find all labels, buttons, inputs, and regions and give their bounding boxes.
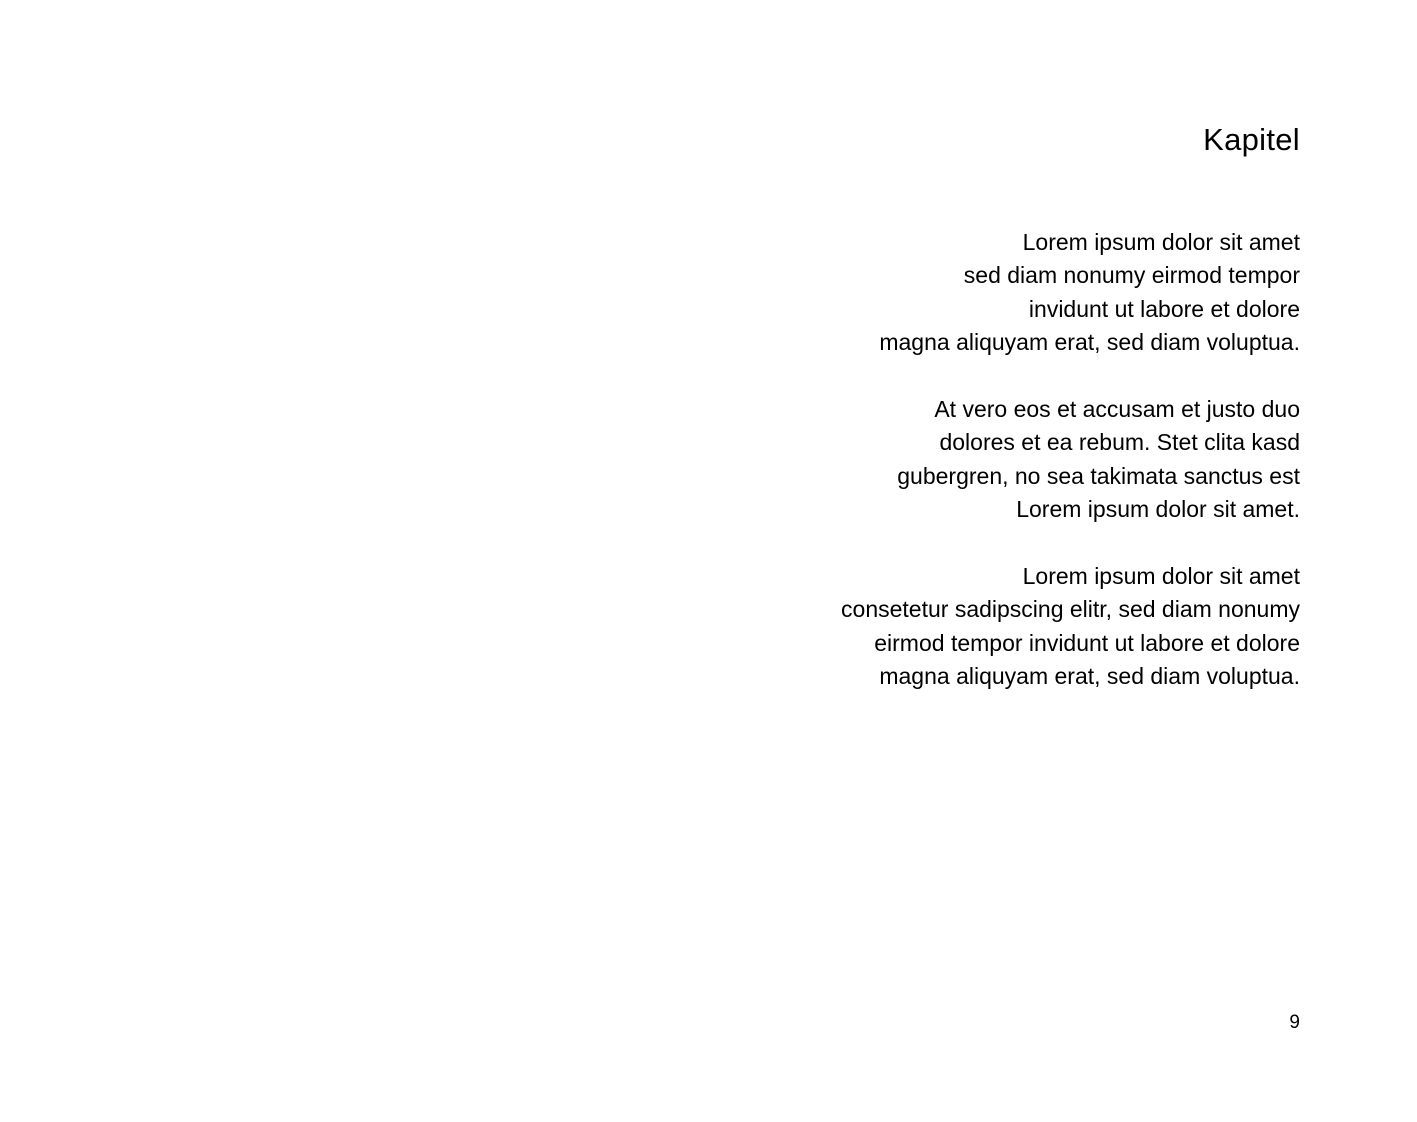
paragraph-line: At vero eos et accusam et justo duo (934, 396, 1300, 423)
verse-text-block (680, 226, 1300, 727)
paragraph-1 (680, 226, 1300, 360)
chapter-title: Kapitel (1203, 122, 1300, 157)
page-number: 9 (1289, 1012, 1300, 1033)
paragraph-line: dolores et ea rebum. Stet clita kasd (939, 429, 1300, 456)
paragraph-line: Lorem ipsum dolor sit amet (1022, 563, 1300, 590)
paragraph-line: eirmod tempor invidunt ut labore et dolore (874, 629, 1300, 656)
paragraph-line: Lorem ipsum dolor sit amet. (1016, 496, 1300, 523)
paragraph-line: invidunt ut labore et dolore (1028, 295, 1300, 322)
paragraph-3 (680, 560, 1300, 694)
paragraph-line: magna aliquyam erat, sed diam voluptua. (879, 329, 1300, 356)
paragraph-line: magna aliquyam erat, sed diam voluptua. (879, 663, 1300, 690)
paragraph-2 (680, 393, 1300, 527)
paragraph-line: gubergren, no sea takimata sanctus est (897, 462, 1300, 489)
paragraph-line: sed diam nonumy eirmod tempor (963, 262, 1300, 289)
paragraph-line: consetetur sadipscing elitr, sed diam nonumy (841, 596, 1300, 623)
paragraph-line: Lorem ipsum dolor sit amet (1022, 229, 1300, 255)
